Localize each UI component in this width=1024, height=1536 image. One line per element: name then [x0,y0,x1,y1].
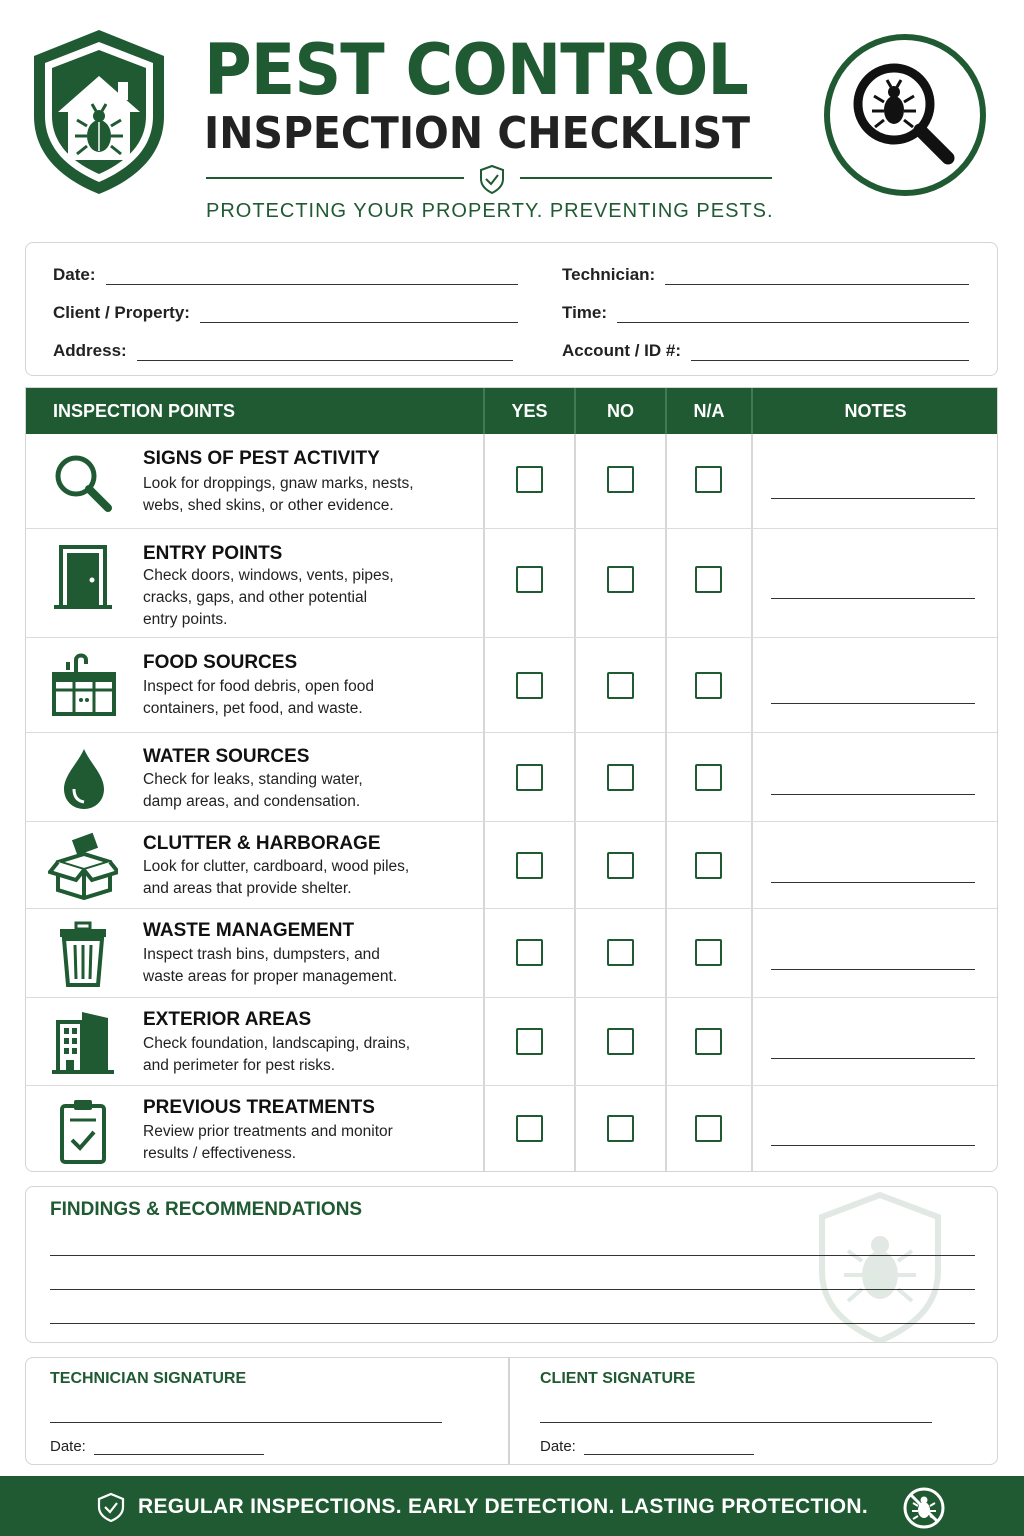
yes-checkbox[interactable] [516,764,543,791]
time-field[interactable] [562,299,969,323]
kitchen-sink-icon [48,650,118,720]
header-notes: NOTES [844,401,907,421]
yes-checkbox[interactable] [516,852,543,879]
clipboard-check-icon [48,1096,118,1166]
row-title: PREVIOUS TREATMENTS [143,1097,375,1118]
yes-checkbox[interactable] [516,1115,543,1142]
header-no: NO [607,401,634,421]
na-checkbox[interactable] [695,1028,722,1055]
time-label: Time: [562,303,608,322]
client-signature-title: CLIENT SIGNATURE [540,1370,696,1387]
notes-line[interactable] [771,498,975,499]
row-description: Inspect trash bins, dumpsters, and waste areas for proper management. [143,946,398,985]
na-checkbox[interactable] [695,466,722,493]
client-property-line[interactable] [200,309,518,323]
na-checkbox[interactable] [695,566,722,593]
row-description: Inspect for food debris, open food containers, pet food, and waste. [143,678,374,717]
table-row [26,908,997,997]
na-checkbox[interactable] [695,939,722,966]
shield-house-bug-logo [30,28,168,196]
header-yes: YES [511,401,548,421]
address-label: Address: [53,341,127,360]
address-field[interactable] [53,337,513,361]
no-checkbox[interactable] [607,466,634,493]
trash-bin-icon [48,919,118,989]
signature-divider [508,1358,510,1464]
technician-signature-title: TECHNICIAN SIGNATURE [50,1370,247,1387]
technician-line[interactable] [665,271,969,285]
inspection-table [25,387,998,1172]
findings-line[interactable] [50,1289,975,1290]
row-title: EXTERIOR AREAS [143,1009,312,1030]
notes-line[interactable] [771,969,975,970]
row-title: ENTRY POINTS [143,543,283,564]
na-checkbox[interactable] [695,672,722,699]
no-checkbox[interactable] [607,852,634,879]
boxes-icon [48,830,118,900]
client-date-field[interactable] [540,1438,754,1455]
date-field[interactable] [53,261,518,285]
water-drop-icon [48,743,118,813]
footer-text: REGULAR INSPECTIONS. EARLY DETECTION. LASTING PROTECTION. [138,1495,868,1518]
no-checkbox[interactable] [607,566,634,593]
row-description: Check doors, windows, vents, pipes, cracks, gaps, and other potential entry points. [143,567,394,628]
row-description: Look for clutter, cardboard, wood piles, and areas that provide shelter. [143,858,410,897]
no-checkbox[interactable] [607,764,634,791]
yes-checkbox[interactable] [516,566,543,593]
yes-checkbox[interactable] [516,466,543,493]
na-checkbox[interactable] [695,764,722,791]
row-description: Check for leaks, standing water, damp areas, and condensation. [143,771,363,810]
client-signature-line[interactable] [540,1422,932,1423]
notes-line[interactable] [771,703,975,704]
table-row [26,997,997,1085]
findings-title: FINDINGS & RECOMMENDATIONS [50,1199,363,1220]
shield-check-icon [481,166,503,193]
row-title: CLUTTER & HARBORAGE [143,833,381,854]
date-label: Date: [540,1438,576,1455]
yes-checkbox[interactable] [516,939,543,966]
client-property-field[interactable] [53,299,518,323]
magnifier-bug-logo [822,32,988,198]
inspection-info-box [25,242,998,376]
row-description: Look for droppings, gnaw marks, nests, webs, shed skins, or other evidence. [143,475,414,514]
na-checkbox[interactable] [695,852,722,879]
technician-signature-line[interactable] [50,1422,442,1423]
no-bug-icon [902,1486,946,1530]
tagline: PROTECTING YOUR PROPERTY. PREVENTING PESTS. [206,200,774,222]
page-subtitle: INSPECTION CHECKLIST [204,108,750,159]
no-checkbox[interactable] [607,672,634,699]
table-row [26,637,997,732]
technician-date-field[interactable] [50,1438,264,1455]
client-date-line[interactable] [584,1443,754,1455]
header-inspection-points: INSPECTION POINTS [53,401,236,421]
client-property-label: Client / Property: [53,303,190,322]
no-checkbox[interactable] [607,1028,634,1055]
row-title: WATER SOURCES [143,746,310,767]
notes-line[interactable] [771,1058,975,1059]
notes-line[interactable] [771,598,975,599]
yes-checkbox[interactable] [516,1028,543,1055]
building-icon [48,1008,118,1078]
shield-check-icon [96,1492,126,1522]
table-row [26,1085,997,1172]
address-line[interactable] [137,347,513,361]
findings-line[interactable] [50,1323,975,1324]
magnifier-icon [48,448,118,518]
table-row [26,434,997,528]
door-icon [48,543,118,613]
no-checkbox[interactable] [607,939,634,966]
technician-label: Technician: [562,265,656,284]
date-label: Date: [50,1438,86,1455]
account-id-line[interactable] [691,347,969,361]
row-description: Review prior treatments and monitor results / effectiveness. [143,1123,393,1162]
technician-date-line[interactable] [94,1443,264,1455]
yes-checkbox[interactable] [516,672,543,699]
row-description: Check foundation, landscaping, drains, and perimeter for pest risks. [143,1035,411,1074]
row-title: FOOD SOURCES [143,652,298,673]
technician-field[interactable] [562,261,969,285]
table-row [26,821,997,908]
footer-banner [0,1476,1024,1536]
notes-line[interactable] [771,794,975,795]
findings-line[interactable] [50,1255,975,1256]
no-checkbox[interactable] [607,1115,634,1142]
table-row [26,528,997,637]
date-line[interactable] [106,271,518,285]
findings-box [25,1186,998,1343]
na-checkbox[interactable] [695,1115,722,1142]
shield-bug-watermark-icon [816,1191,944,1343]
header-na: N/A [693,401,725,421]
page-title: PEST CONTROL [204,29,748,111]
row-title: SIGNS OF PEST ACTIVITY [143,448,380,469]
notes-line[interactable] [771,1145,975,1146]
notes-line[interactable] [771,882,975,883]
header-divider [206,164,772,194]
row-title: WASTE MANAGEMENT [143,920,355,941]
table-header [26,388,997,434]
account-id-label: Account / ID #: [562,341,682,360]
time-line[interactable] [617,309,969,323]
date-label: Date: [53,265,96,284]
account-id-field[interactable] [562,337,969,361]
table-row [26,732,997,821]
signatures-box [25,1357,998,1465]
